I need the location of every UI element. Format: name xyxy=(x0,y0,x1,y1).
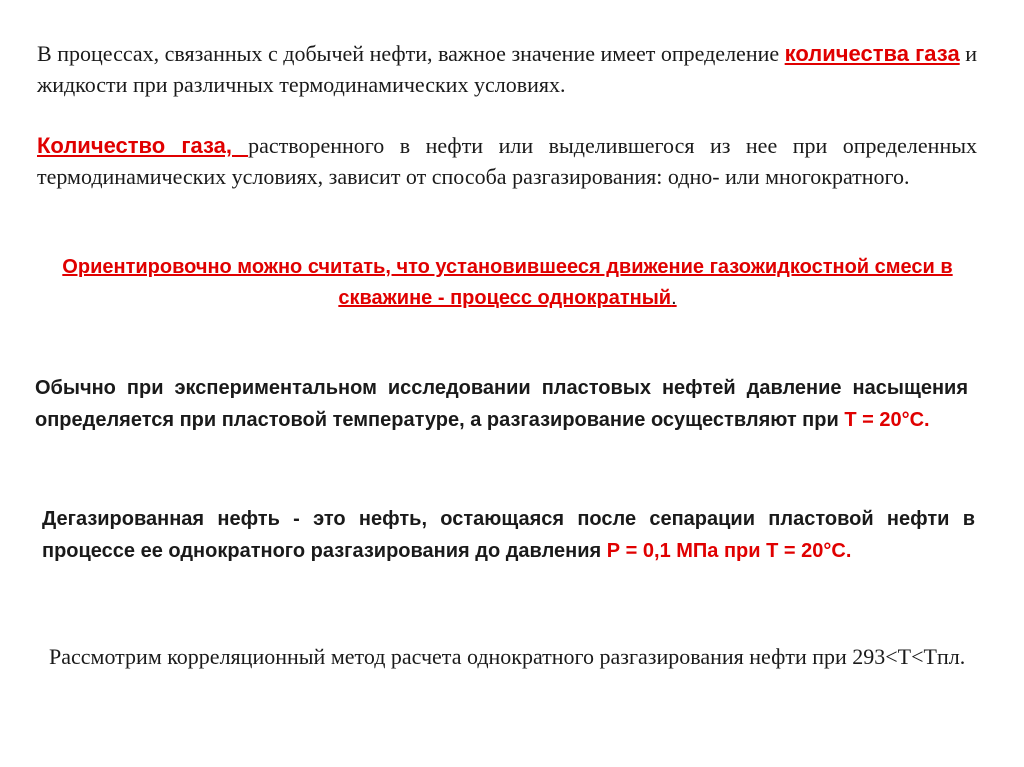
highlight-gas-amount: Количество газа, xyxy=(37,133,249,158)
paragraph-saturation-pressure xyxy=(35,372,968,436)
paragraph-one-time-process xyxy=(30,252,985,314)
temperature-value: Т = 20°С. xyxy=(844,409,930,431)
saturation-pressure-text: Обычно при экспериментальном исследовании пластовых нефтей давление насыщения определяется при пластовой температуре, а разгазирование осуществляют при xyxy=(35,377,968,431)
one-time-process-text: Ориентировочно можно считать, что установившееся движение газожидкостной смеси в скважине - процесс однократный xyxy=(62,256,953,309)
correlation-method-text: Рассмотрим корреляционный метод расчета однократного разгазирования нефти при 293<T<Tпл. xyxy=(49,644,966,669)
highlight-gas-quantity: количества газа xyxy=(784,41,960,66)
intro-text-2: и жидкости при различных термодинамических условиях. xyxy=(37,41,977,97)
paragraph-degassed-oil xyxy=(42,503,975,567)
one-time-process-period: . xyxy=(671,287,677,309)
paragraph-gas-quantity xyxy=(37,130,977,192)
intro-text-1: В процессах, связанных с добычей нефти, важное значение имеет определение xyxy=(37,41,785,66)
paragraph-intro xyxy=(37,38,977,100)
paragraph-correlation-method xyxy=(49,641,967,672)
gas-quantity-text: растворенного в нефти или выделившегося из нее при определенных термодинамических условиях, зависит от способа разгазирования: одно- или многократного. xyxy=(37,133,978,189)
degassed-oil-text: Дегазированная нефть - это нефть, остающаяся после сепарации пластовой нефти в процессе ее однократного разгазирования до давления xyxy=(42,508,975,562)
pressure-temperature-value: Р = 0,1 МПа при Т = 20°С. xyxy=(606,540,852,562)
